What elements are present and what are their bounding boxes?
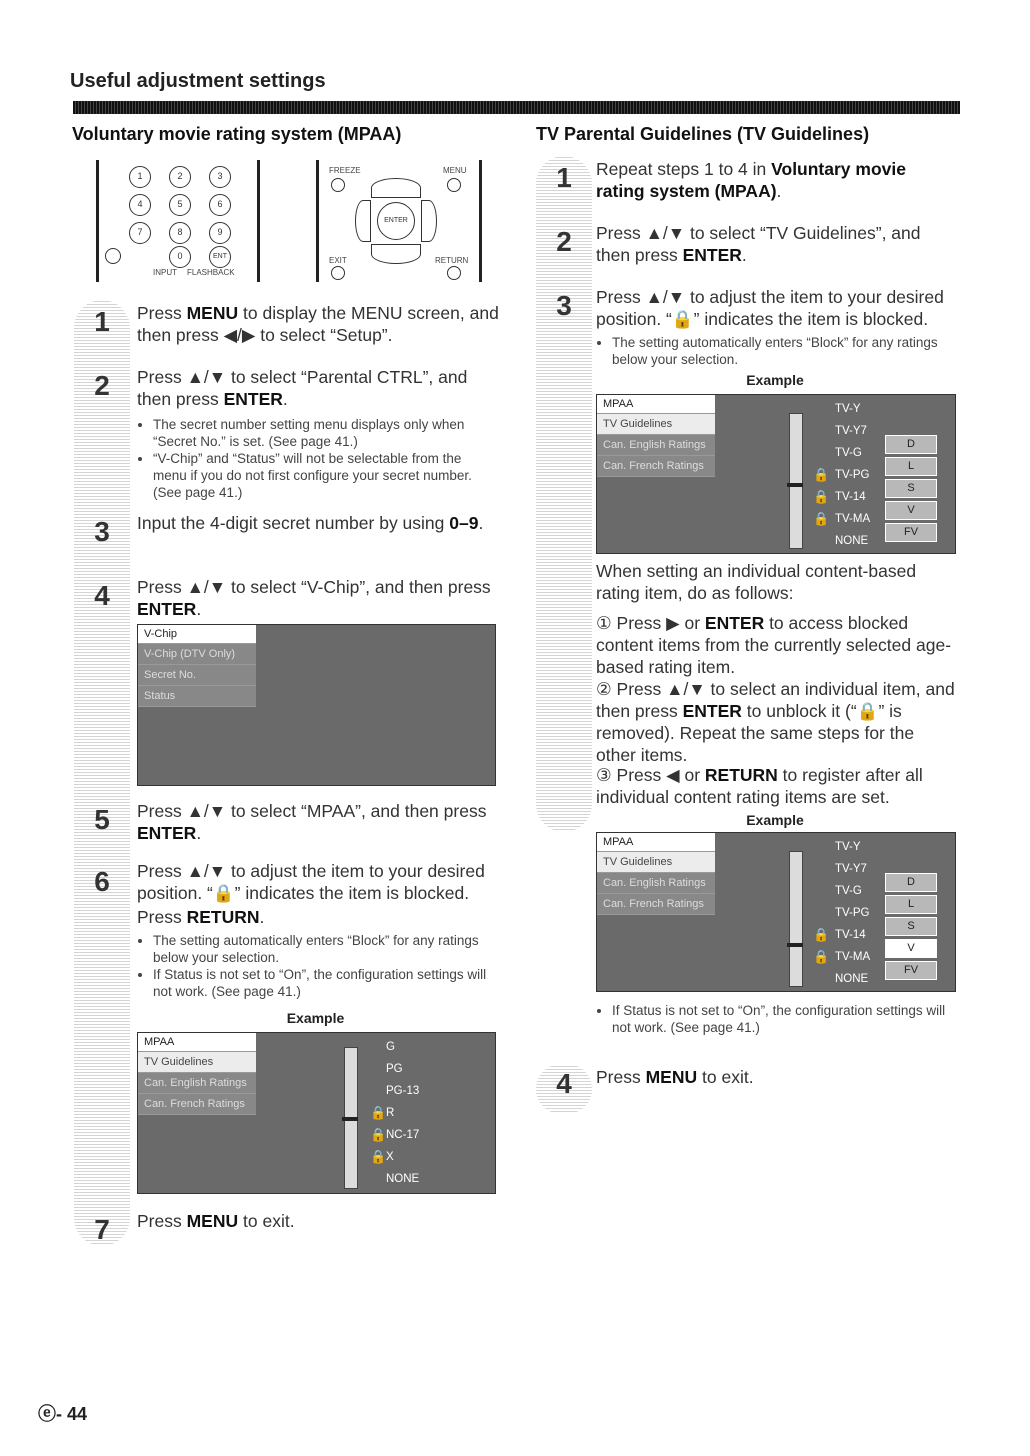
note-item: • “V-Chip” and “Status” will not be selectable from the menu if you do not first configure your secret number. (See page 41.) (153, 450, 492, 501)
right-step-3-substep-2: ② Press ▲/▼ to select an individual item, and then press ENTER to unblock it (“🔒” is removed). Repeat the same steps for the other items. (596, 679, 955, 765)
left-step-3-text: Input the 4-digit secret number by using 0–9. (137, 513, 484, 533)
tvg-menu-item[interactable]: Can. English Ratings (597, 873, 715, 894)
left-step-2-notes (137, 412, 492, 501)
remote-key-1: 1 (129, 166, 151, 188)
content-cell[interactable]: L (885, 895, 937, 914)
mpaa-menu-panel (138, 1033, 256, 1115)
note-item: • The setting automatically enters “Block” for any ratings below your selection. (153, 932, 492, 966)
tvg-menu-item[interactable]: TV Guidelines (597, 414, 715, 435)
remote-key-8: 8 (169, 222, 191, 244)
rating-item[interactable]: TV-MA (835, 951, 871, 963)
right-step-3-paragraph: When setting an individual content-based rating item, do as follows: (596, 561, 917, 603)
remote-navigation-pad (316, 160, 482, 282)
vchip-menu-heading: V-Chip (138, 625, 256, 644)
content-cell[interactable]: D (885, 873, 937, 892)
rating-item[interactable]: TV-14 (835, 491, 866, 503)
return-button-icon (447, 266, 461, 280)
dpad-up-icon (371, 178, 421, 198)
tvg-menu-item[interactable]: Can. English Ratings (597, 435, 715, 456)
rating-item[interactable]: TV-G (835, 447, 862, 459)
tv-guidelines-screen-2 (596, 832, 956, 992)
content-cell[interactable]: FV (885, 961, 937, 980)
remote-key-9: 9 (209, 222, 231, 244)
right-example-1-label: Example (746, 372, 804, 388)
right-step-3-note-2 (596, 998, 951, 1036)
left-step-7-number: 7 (94, 1214, 110, 1245)
mpaa-menu-screen (137, 1032, 496, 1194)
rating-slider[interactable] (789, 413, 803, 549)
rating-item[interactable]: NC-17 (386, 1129, 420, 1141)
left-step-6-line1: Press ▲/▼ to adjust the item to your desired position. “🔒” indicates the item is blocked. (137, 861, 485, 903)
right-step-3-number: 3 (556, 290, 572, 321)
rating-item[interactable]: TV-PG (835, 469, 870, 481)
left-step-6-text: Press ▲/▼ to adjust the item to your desired position. “🔒” indicates the item is blocked. Press RETURN. (137, 860, 502, 928)
right-step-3-substep-1: ① Press ▶ or ENTER to access blocked content items from the currently selected age-based rating item. (596, 613, 952, 677)
left-step-column (74, 300, 130, 1246)
note-item: • If Status is not set to “On”, the configuration settings will not work. (See page 41.) (153, 966, 492, 1000)
rating-item[interactable]: TV-14 (835, 929, 866, 941)
right-step-1-number: 1 (556, 162, 572, 193)
remote-label-exit: EXIT (329, 256, 347, 265)
lock-icon: 🔒 (370, 1127, 387, 1142)
dpad-down-icon (371, 244, 421, 264)
page-number: ⓔ- 44 (38, 1404, 88, 1424)
left-step-5-number: 5 (94, 804, 110, 835)
right-step-2-number: 2 (556, 226, 572, 257)
vchip-menu-item[interactable]: V-Chip (DTV Only) (138, 644, 256, 665)
exit-button-icon (331, 266, 345, 280)
page-title: Useful adjustment settings (70, 70, 326, 92)
remote-label-freeze: FREEZE (329, 166, 361, 175)
rating-item[interactable]: PG-13 (386, 1085, 420, 1097)
vchip-menu-item[interactable]: Secret No. (138, 665, 256, 686)
mpaa-menu-item[interactable]: TV Guidelines (138, 1052, 256, 1073)
tvg-menu-heading: MPAA (597, 395, 715, 414)
note-item: • If Status is not set to “On”, the configuration settings will not work. (See page 41.) (612, 1002, 951, 1036)
rating-slider[interactable] (789, 851, 803, 987)
menu-button-icon (447, 178, 461, 192)
tvg-menu-panel (597, 833, 715, 915)
right-step-4-number: 4 (556, 1068, 572, 1099)
mpaa-menu-item[interactable]: Can. French Ratings (138, 1094, 256, 1115)
vchip-menu-panel (138, 625, 256, 707)
tv-guidelines-section-title: TV Parental Guidelines (TV Guidelines) (536, 124, 870, 144)
rating-item[interactable]: PG (386, 1063, 403, 1075)
right-step-1-text: Repeat steps 1 to 4 in Voluntary movie rating system (MPAA). (596, 159, 906, 201)
left-step-4-text: Press ▲/▼ to select “V-Chip”, and then press ENTER. (137, 577, 491, 619)
right-step-3-substep-3: ③ Press ◀ or RETURN to register after all individual content rating items are set. (596, 765, 923, 807)
remote-key-0: 0 (169, 246, 191, 268)
content-cell[interactable]: S (885, 917, 937, 936)
left-step-2-number: 2 (94, 370, 110, 401)
remote-key-6: 6 (209, 194, 231, 216)
rating-item[interactable]: TV-PG (835, 907, 870, 919)
left-example-label: Example (286, 1010, 345, 1026)
remote-key-7: 7 (129, 222, 151, 244)
tv-guidelines-screen-1 (596, 394, 956, 554)
tvg-menu-item[interactable]: Can. French Ratings (597, 456, 715, 477)
rating-slider-handle[interactable] (787, 943, 803, 947)
mpaa-section-title: Voluntary movie rating system (MPAA) (72, 124, 402, 144)
tvg-menu-item[interactable]: Can. French Ratings (597, 894, 715, 915)
right-step-2-text: Press ▲/▼ to select “TV Guidelines”, and then press ENTER. (596, 223, 921, 265)
rating-item[interactable]: R (386, 1107, 395, 1119)
remote-enter-button: ENTER (377, 202, 415, 240)
left-step-2-text: Press ▲/▼ to select “Parental CTRL”, and then press ENTER. (137, 367, 468, 409)
remote-key-5: 5 (169, 194, 191, 216)
remote-numeric-keypad (96, 160, 260, 282)
mpaa-menu-heading: MPAA (138, 1033, 256, 1052)
rating-item[interactable]: NONE (386, 1173, 420, 1185)
rating-item[interactable]: TV-Y (835, 841, 861, 853)
lock-icon: 🔒 (813, 489, 830, 504)
remote-label-return: RETURN (435, 256, 469, 265)
left-step-6-notes (137, 928, 492, 1000)
left-step-7-text: Press MENU to exit. (137, 1211, 295, 1231)
right-step-3-text: Press ▲/▼ to adjust the item to your desired position. “🔒” indicates the item is blocked. (596, 287, 944, 329)
left-step-1-number: 1 (94, 306, 110, 337)
left-step-4-number: 4 (94, 580, 110, 611)
dpad-left-icon (355, 200, 371, 242)
content-cell[interactable]: FV (885, 523, 937, 542)
tvg-menu-item[interactable]: TV Guidelines (597, 852, 715, 873)
rating-item[interactable]: TV-Y7 (835, 863, 867, 875)
rating-item[interactable]: TV-G (835, 885, 862, 897)
rating-item[interactable]: G (386, 1041, 395, 1053)
note-item: • The setting automatically enters “Block” for any ratings below your selection. (612, 334, 951, 368)
rating-item[interactable]: TV-Y7 (835, 425, 867, 437)
right-example-2-label: Example (746, 812, 804, 828)
remote-key-ent: ENT (209, 246, 231, 268)
remote-label-menu: MENU (443, 166, 467, 175)
tvg-menu-panel (597, 395, 715, 477)
lock-icon: 🔒 (813, 467, 830, 482)
lock-icon: 🔒 (370, 1149, 387, 1164)
rating-item[interactable]: TV-MA (835, 513, 871, 525)
rating-item[interactable]: TV-Y (835, 403, 861, 415)
remote-key-2: 2 (169, 166, 191, 188)
rating-slider-handle[interactable] (342, 1117, 358, 1121)
vchip-menu-item[interactable]: Status (138, 686, 256, 707)
content-cell[interactable]: S (885, 479, 937, 498)
rating-item[interactable]: X (386, 1151, 394, 1163)
rating-item[interactable]: NONE (835, 535, 869, 547)
left-step-3-number: 3 (94, 516, 110, 547)
remote-key-3: 3 (209, 166, 231, 188)
header-divider (73, 101, 960, 114)
lock-icon: 🔒 (370, 1105, 387, 1120)
right-step-3-note (596, 330, 951, 368)
remote-dot-icon (105, 248, 121, 264)
content-cell[interactable]: L (885, 457, 937, 476)
lock-icon: 🔒 (813, 511, 830, 526)
rating-slider-handle[interactable] (787, 483, 803, 487)
left-step-5-text: Press ▲/▼ to select “MPAA”, and then press ENTER. (137, 801, 487, 843)
freeze-button-icon (331, 178, 345, 192)
note-item: • The secret number setting menu displays only when “Secret No.” is set. (See page 41.) (153, 416, 492, 450)
tvg-menu-heading: MPAA (597, 833, 715, 852)
remote-label-input: INPUT (153, 268, 177, 277)
left-step-6-number: 6 (94, 866, 110, 897)
lock-icon: 🔒 (813, 949, 830, 964)
remote-key-4: 4 (129, 194, 151, 216)
remote-label-flashback: FLASHBACK (187, 268, 235, 277)
left-step-1-text: Press MENU to display the MENU screen, and then press ◀/▶ to select “Setup”. (137, 303, 499, 345)
lock-icon: 🔒 (813, 927, 830, 942)
content-cell[interactable]: V (885, 501, 937, 520)
right-step-4-text: Press MENU to exit. (596, 1067, 754, 1087)
content-cell[interactable]: D (885, 435, 937, 454)
mpaa-menu-item[interactable]: Can. English Ratings (138, 1073, 256, 1094)
vchip-menu-screen (137, 624, 496, 786)
content-cell-selected[interactable]: V (885, 939, 937, 958)
dpad-right-icon (421, 200, 437, 242)
rating-item[interactable]: NONE (835, 973, 869, 985)
